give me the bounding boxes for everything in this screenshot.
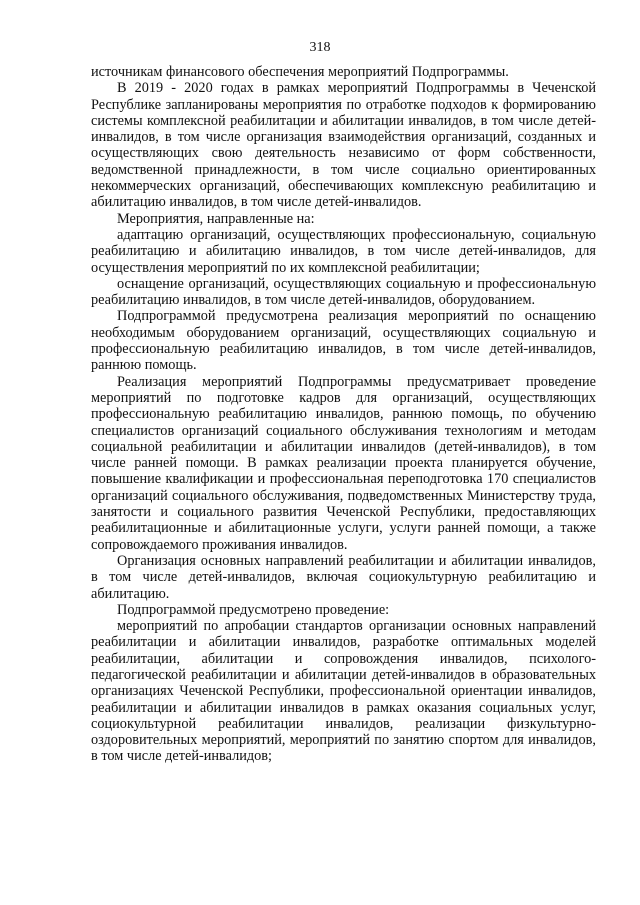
paragraph-subprogram-equipping: Подпрограммой предусмотрена реализация мероприятий по оснащению необходимым оборудованием организаций, осуществляющих социальную и профессиональную реабилитацию инвалидов, в том числе детей-инвалидов, раннюю помощь.: [91, 308, 596, 374]
paragraph-adaptation: адаптацию организаций, осуществляющих профессиональную, социальную реабилитацию и абилитацию инвалидов, в том числе детей-инвалидов, для осуществления мероприятий по их комплексной реабилитации;: [91, 226, 596, 276]
paragraph-measures-intro: Мероприятия, направленные на:: [117, 210, 315, 227]
paragraph-funding-sources: источникам финансового обеспечения мероприятий Подпрограммы.: [91, 64, 509, 80]
paragraph-equipment: оснащение организаций, осуществляющих социальную и профессиональную реабилитацию инвалидов, в том числе детей-инвалидов, оборудованием.: [91, 275, 596, 309]
body-text: [91, 64, 596, 765]
paragraph-main-directions: Организация основных направлений реабилитации и абилитации инвалидов, в том числе детей-инвалидов, включая социокультурную реабилитацию и абилитацию.: [91, 552, 596, 602]
paragraph-standards-approbation: мероприятий по апробации стандартов организации основных направлений реабилитации и абилитации инвалидов, разработке оптимальных моделей реабилитации, абилитации и сопровождения инвалидов, психолого-педагогической реабилитации и абилитации детей-инвалидов в образовательных организациях Чеченской Республики, профессиональной ориентации инвалидов, реабилитации и абилитации инвалидов в рамках оказания социальных услуг, социокультурной реабилитации инвалидов, реализации физкультурно-оздоровительных мероприятий, мероприятий по занятию спортом для инвалидов, в том числе детей-инвалидов;: [91, 618, 596, 765]
page-number: 318: [309, 40, 331, 55]
paragraph-2019-2020-measures: В 2019 - 2020 годах в рамках мероприятий Подпрограммы в Чеченской Республике запланированы мероприятия по отработке подходов к формированию системы комплексной реабилитации и абилитации инвалидов, в том числе детей-инвалидов, в том числе организация взаимодействия организаций, созданных и осуществляющих свою деятельность независимо от форм собственности, ведомственной принадлежности, в том числе социально ориентированных некоммерческих организаций, обеспечивающих комплексную реабилитацию и абилитацию инвалидов, в том числе детей-инвалидов.: [91, 80, 596, 211]
paragraph-subprogram-provides: Подпрограммой предусмотрено проведение:: [117, 601, 390, 618]
paragraph-staff-training: Реализация мероприятий Подпрограммы предусматривает проведение мероприятий по подготовке кадров для организаций, осуществляющих профессиональную реабилитацию инвалидов, раннюю помощь, по обучению специалистов организаций социального обслуживания технологиям и методам социальной реабилитации и абилитации инвалидов (детей-инвалидов), в том числе ранней помощи. В рамках реализации проекта планируется обучение, повышение квалификации и профессиональная переподготовка 170 специалистов организаций социального обслуживания, подведомственных Министерству труда, занятости и социального развития Чеченской Республики, предоставляющих реабилитационные и абилитационные услуги, услуги ранней помощи, а также сопровождаемого проживания инвалидов.: [91, 373, 596, 553]
